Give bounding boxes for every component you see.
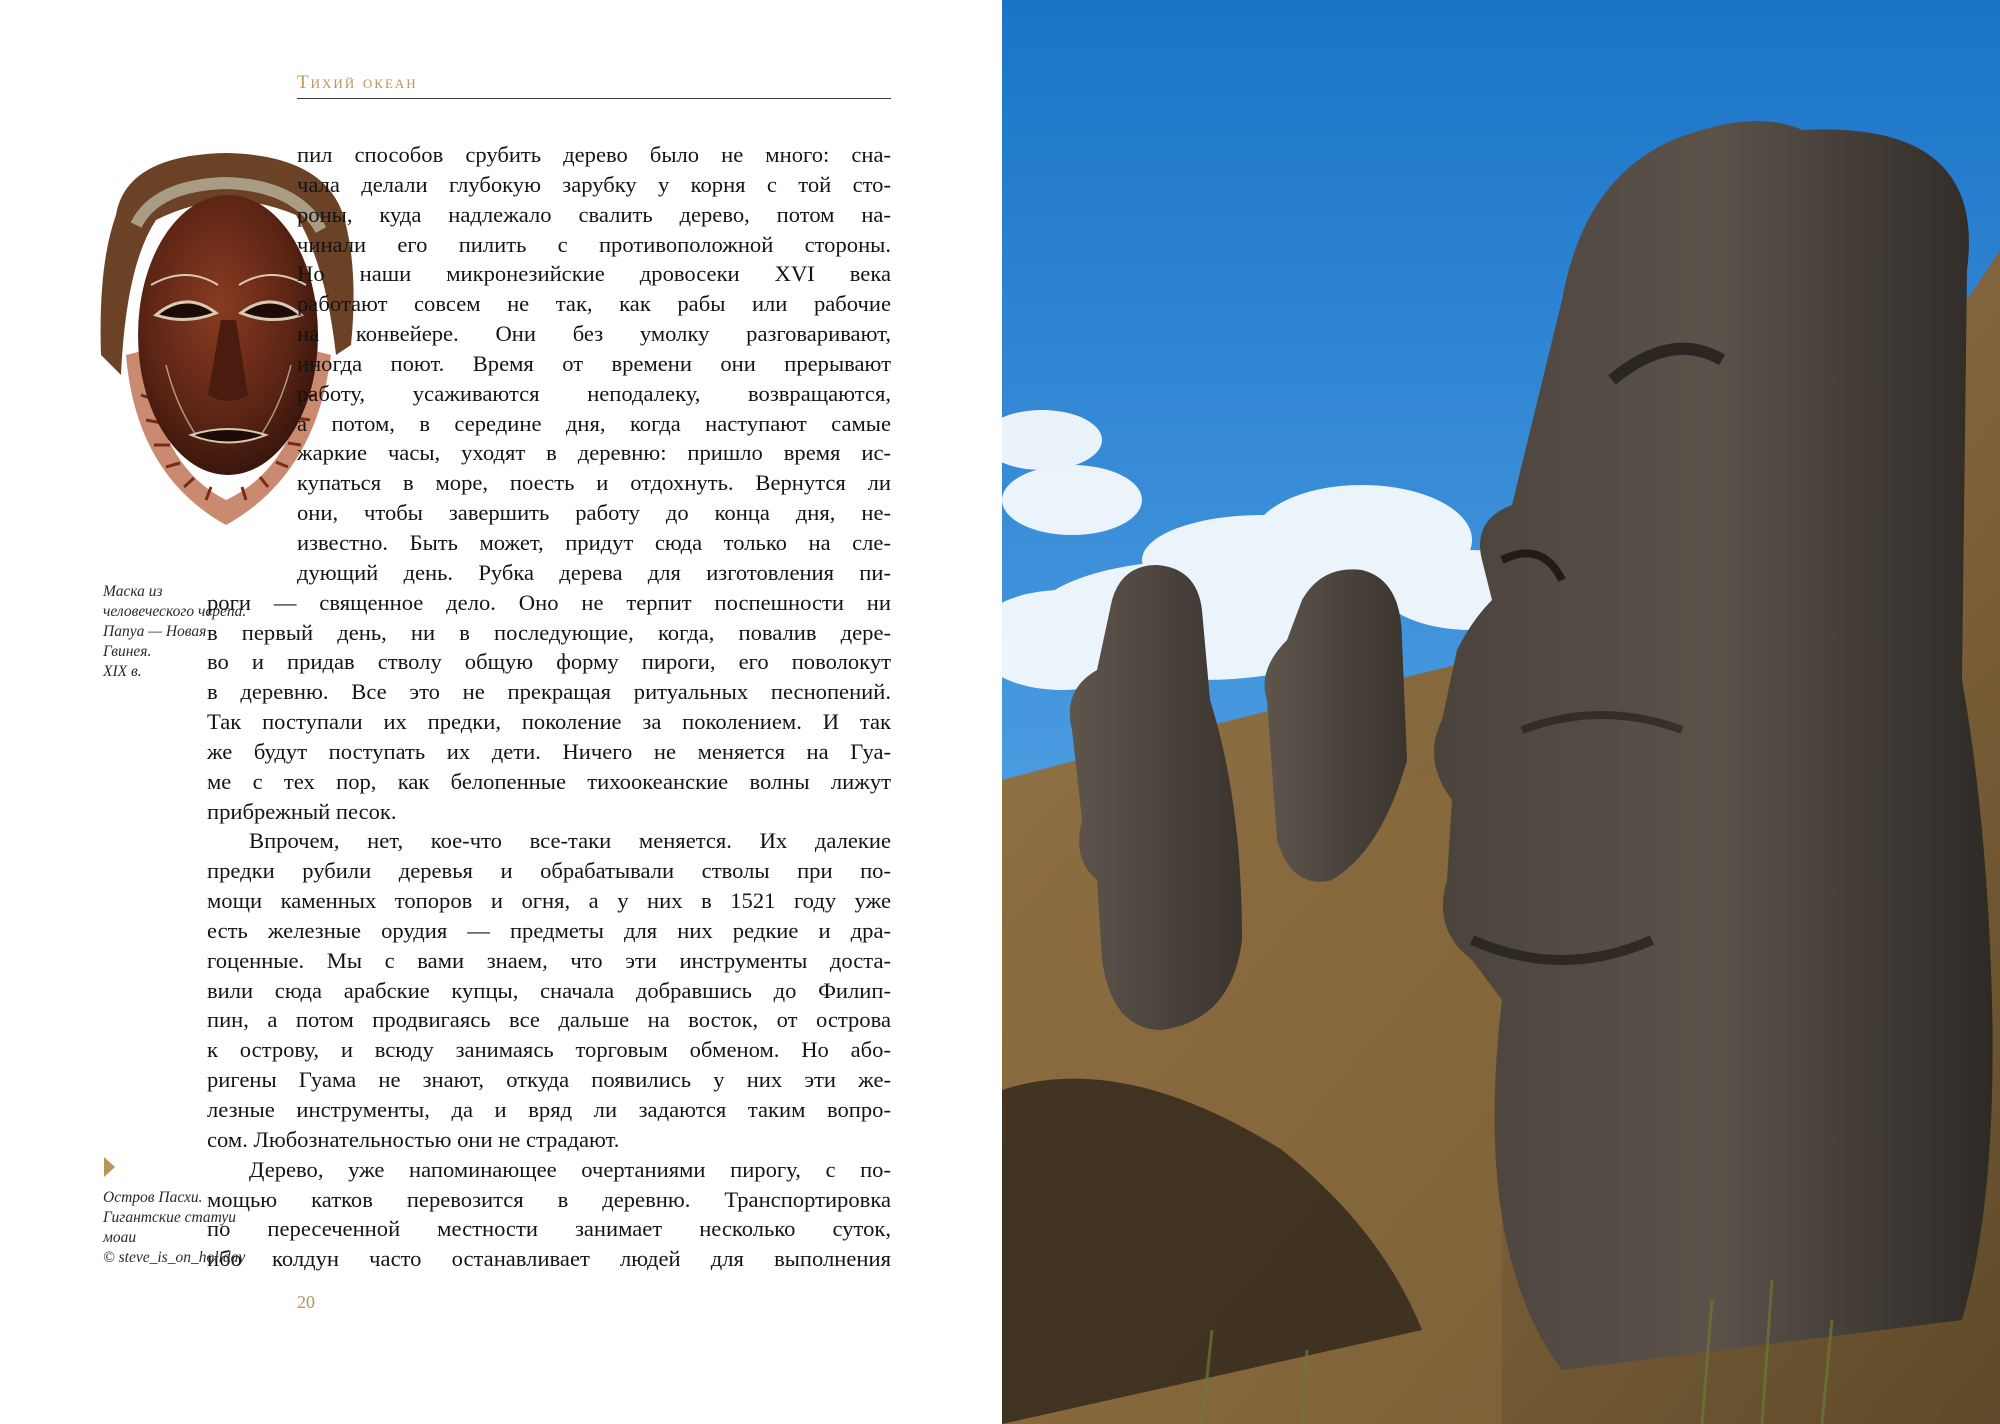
text-line: роги — священное дело. Оно не терпит поспешности ни <box>207 589 891 615</box>
caption-line: XIX в. <box>103 663 142 680</box>
triangle-right-icon <box>104 1157 115 1177</box>
text-line: есть железные орудия — предметы для них редкие и дра- <box>207 917 891 943</box>
text-line: ригены Гуама не знают, откуда появились у них эти же- <box>207 1067 891 1093</box>
body-text <box>207 140 891 1274</box>
text-line: работу, усаживаются неподалеку, возвращаются, <box>297 380 891 406</box>
text-line: Дерево, уже напоминающее очертаниями пирогу, с по- <box>249 1156 891 1182</box>
caption-line: моаи <box>103 1229 137 1246</box>
text-line: работают совсем не так, как рабы или рабочие <box>297 291 891 317</box>
text-line: в деревню. Все это не прекращая ритуальных песнопений. <box>207 679 891 705</box>
text-line: известно. Быть может, придут сюда только на сле- <box>297 529 891 555</box>
caption-line: Гигантские статуи <box>103 1209 237 1226</box>
text-line: Впрочем, нет, кое-что все-таки меняется. Их далекие <box>249 828 891 854</box>
text-line: Но наши микронезийские дровосеки XVI века <box>297 261 891 287</box>
text-line: иногда поют. Время от времени они прерывают <box>297 350 891 376</box>
text-line: ибо колдун часто останавливает людей для выполнения <box>207 1246 891 1272</box>
text-line: дующий день. Рубка дерева для изготовления пи- <box>297 559 891 585</box>
text-line: на конвейере. Они без умолку разговаривают, <box>297 321 891 347</box>
text-line: чинали его пилить с противоположной стороны. <box>297 231 891 257</box>
text-line: мощью катков перевозится в деревню. Транспортировка <box>207 1186 891 1212</box>
text-line: предки рубили деревья и обрабатывали стволы при по- <box>207 858 891 884</box>
text-line: прибрежный песок. <box>207 798 397 824</box>
text-line: по пересеченной местности занимает несколько суток, <box>207 1216 891 1242</box>
page-number: 20 <box>297 1292 315 1312</box>
text-line: чала делали глубокую зарубку у корня с той сто- <box>297 171 891 197</box>
text-line: они, чтобы завершить работу до конца дня, не- <box>297 500 891 526</box>
caption-line: Остров Пасхи. <box>103 1189 203 1206</box>
text-line: мощи каменных топоров и огня, а у них в 1521 году уже <box>207 888 891 914</box>
text-line: пин, а потом продвигаясь все дальше на восток, от острова <box>207 1007 891 1033</box>
text-line: же будут поступать их дети. Ничего не меняется на Гуа- <box>207 738 891 764</box>
text-line: а потом, в середине дня, когда наступают самые <box>297 410 891 436</box>
text-line: роны, куда надлежало свалить дерево, потом на- <box>297 201 891 227</box>
running-header: Тихий океан <box>297 72 891 99</box>
text-line: во и придав стволу общую форму пироги, его поволокут <box>207 649 891 675</box>
caption-line: Папуа — Новая <box>103 623 207 640</box>
text-line: купаться в море, поесть и отдохнуть. Вернутся ли <box>297 470 891 496</box>
text-line: лезные инструменты, да и вряд ли задаются таким вопро- <box>207 1097 891 1122</box>
caption-line: Гвинея. <box>103 643 152 660</box>
caption-line: Маска из <box>103 583 163 600</box>
text-line: к острову, и всюду занимаясь торговым обменом. Но або- <box>207 1037 891 1063</box>
text-line: вили сюда арабские купцы, сначала добравшись до Филип- <box>207 977 891 1003</box>
caption-line: человеческого черепа. <box>103 603 247 620</box>
text-line: гоценные. Мы с вами знаем, что эти инструменты доста- <box>207 947 891 973</box>
text-line: сом. Любознательностью они не страдают. <box>207 1126 620 1152</box>
caption-line: © steve_is_on_holiday <box>103 1249 246 1266</box>
text-line: Так поступали их предки, поколение за поколением. И так <box>207 709 891 735</box>
text-line: в первый день, ни в последующие, когда, повалив дере- <box>207 619 891 645</box>
moai-caption <box>103 1188 273 1268</box>
text-line: жаркие часы, уходят в деревню: пришло время ис- <box>297 440 891 466</box>
text-line: пил способов срубить дерево было не много: сна- <box>297 142 891 167</box>
moai-photo <box>1002 0 2000 1424</box>
text-line: ме с тех пор, как белопенные тихоокеанские волны лижут <box>207 768 891 794</box>
